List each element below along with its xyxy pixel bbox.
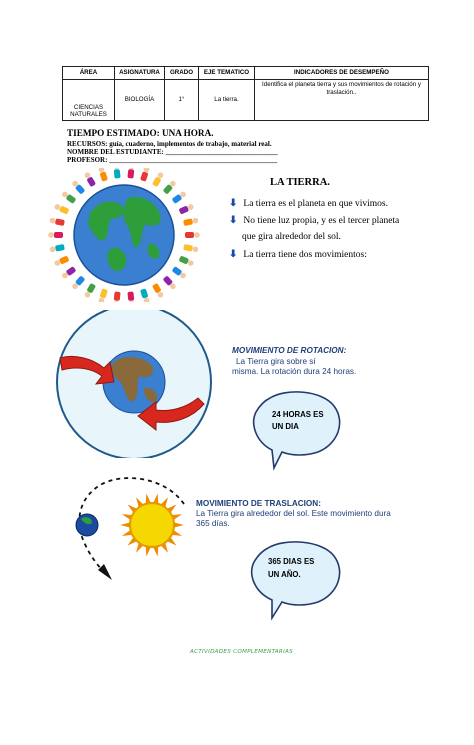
child-figure bbox=[152, 283, 165, 299]
cell-area: CIENCIAS NATURALES bbox=[63, 80, 115, 121]
student-name-line: NOMBRE DEL ESTUDIANTE: ________________________________ bbox=[67, 148, 278, 156]
child-figure bbox=[49, 217, 65, 226]
rotation-bubble-line2: UN DIA bbox=[272, 422, 299, 431]
child-figure bbox=[54, 203, 70, 215]
child-figure bbox=[98, 168, 108, 182]
rotation-text-line1: La Tierra gira sobre sí bbox=[236, 357, 316, 366]
child-figure bbox=[48, 232, 63, 238]
child-figure bbox=[49, 244, 65, 253]
section-title-la-tierra: LA TIERRA. bbox=[270, 177, 330, 188]
rotation-title: MOVIMIENTO DE ROTACION: bbox=[232, 346, 347, 355]
header-table bbox=[62, 66, 429, 121]
child-figure bbox=[127, 291, 135, 302]
child-figure bbox=[140, 288, 150, 302]
footer-title: ACTIVIDADES COMPLEMENTARIAS bbox=[190, 649, 294, 655]
col-header-eje: EJE TEMATICO bbox=[199, 67, 255, 80]
bullet-item bbox=[229, 249, 367, 260]
sun bbox=[130, 503, 174, 547]
col-header-asignatura: ASIGNATURA bbox=[115, 67, 165, 80]
child-figure bbox=[71, 275, 85, 290]
translation-title: MOVIMIENTO DE TRASLACION: bbox=[196, 499, 321, 508]
cell-eje: La tierra. bbox=[199, 80, 255, 121]
child-figure bbox=[172, 266, 188, 280]
bullet-text: La tierra es el planeta en que vivimos. bbox=[243, 199, 388, 209]
teacher-line: PROFESOR: ________________________________________________ bbox=[67, 156, 278, 164]
col-header-grado: GRADO bbox=[165, 67, 199, 80]
child-figure bbox=[54, 255, 70, 267]
rotation-text-line2: misma. La rotación dura 24 horas. bbox=[232, 367, 357, 376]
child-figure bbox=[113, 168, 121, 179]
col-header-indicadores: INDICADORES DE DESEMPEÑO bbox=[255, 67, 429, 80]
translation-bubble-line2: UN AÑO. bbox=[268, 570, 301, 579]
bullet-continuation: que gira alrededor del sol. bbox=[242, 232, 341, 242]
child-figure bbox=[84, 171, 97, 187]
translation-illustration bbox=[66, 470, 196, 588]
translation-text-line2: 365 días. bbox=[196, 519, 230, 528]
cell-grado: 1° bbox=[165, 80, 199, 121]
translation-bubble-line1: 365 DIAS ES bbox=[268, 557, 315, 566]
bullet-text: La tierra tiene dos movimientos: bbox=[243, 250, 367, 260]
child-figure bbox=[163, 180, 177, 195]
child-figure bbox=[61, 266, 77, 280]
child-figure bbox=[185, 232, 200, 238]
header-table-head-row bbox=[63, 67, 429, 80]
child-figure bbox=[163, 275, 177, 290]
child-figure bbox=[152, 171, 165, 187]
child-figure bbox=[113, 291, 121, 302]
bullet-arrow-icon: ⬇ bbox=[229, 249, 238, 260]
cell-indicador: Identifica el planeta tierra y sus movimientos de rotación y traslación.. bbox=[255, 80, 429, 121]
bullet-arrow-icon: ⬇ bbox=[229, 215, 238, 226]
bullet-item bbox=[229, 215, 399, 226]
table-row bbox=[63, 80, 429, 121]
child-figure bbox=[61, 190, 77, 204]
translation-text-line1: La Tierra gira alrededor del sol. Este movimiento dura bbox=[196, 509, 391, 518]
child-figure bbox=[179, 255, 195, 267]
translation-speech-bubble bbox=[250, 540, 344, 622]
child-figure bbox=[179, 203, 195, 215]
rotation-illustration bbox=[52, 310, 218, 458]
earth-children-illustration bbox=[40, 168, 208, 302]
child-figure bbox=[140, 168, 150, 182]
rotation-bubble-line1: 24 HORAS ES bbox=[272, 410, 324, 419]
estimated-time: TIEMPO ESTIMADO: UNA HORA. bbox=[67, 128, 214, 138]
child-figure bbox=[98, 288, 108, 302]
child-figure bbox=[183, 217, 199, 226]
child-figure bbox=[71, 180, 85, 195]
child-figure bbox=[172, 190, 188, 204]
child-figure bbox=[183, 244, 199, 253]
cell-asignatura: BIOLOGÍA bbox=[115, 80, 165, 121]
bullet-item bbox=[229, 198, 388, 209]
child-figure bbox=[127, 168, 135, 179]
child-figure bbox=[84, 283, 97, 299]
resources-line: RECURSOS: guía, cuaderno, implementos de trabajo, material real. bbox=[67, 140, 272, 148]
bullet-text: No tiene luz propia, y es el tercer planeta bbox=[243, 216, 400, 226]
col-header-area: ÁREA bbox=[63, 67, 115, 80]
earth-globe bbox=[74, 185, 174, 285]
bullet-arrow-icon: ⬇ bbox=[229, 198, 238, 209]
